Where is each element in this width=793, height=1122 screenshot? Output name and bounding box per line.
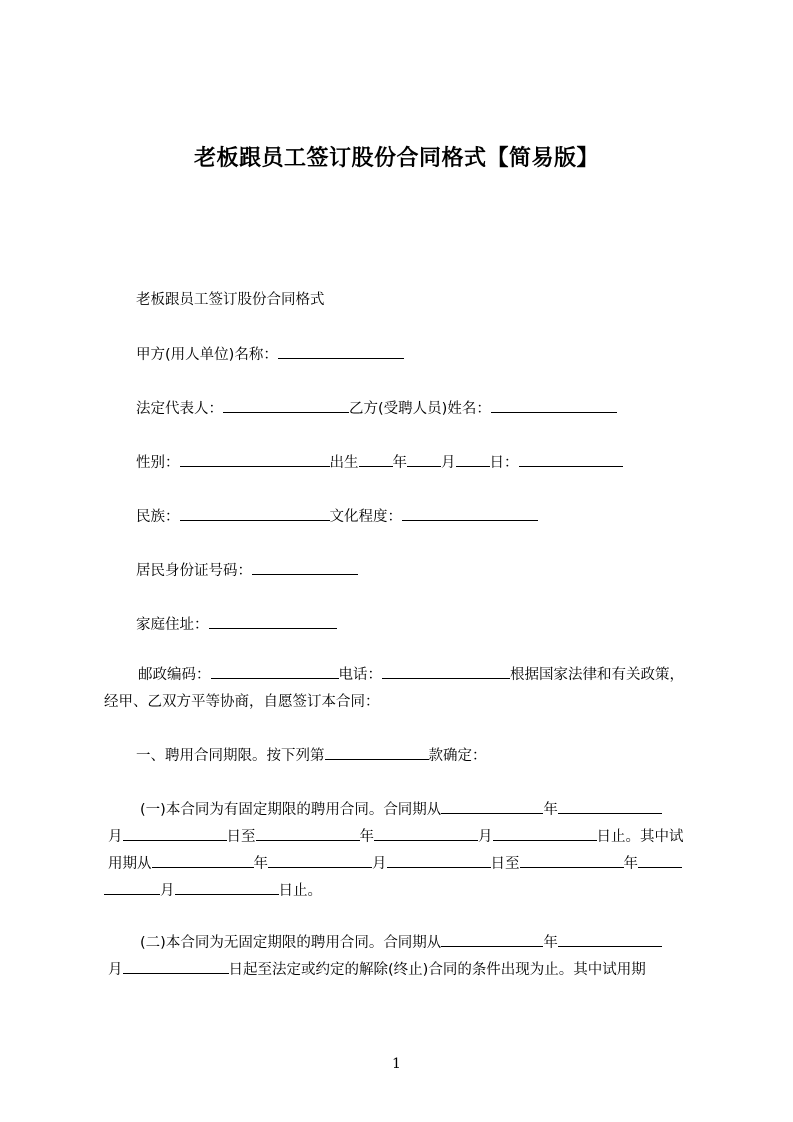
clause-1a-line-4 — [104, 880, 322, 901]
address-line — [136, 614, 337, 635]
gender-birth-line — [136, 452, 623, 473]
clause-1b-line-2 — [108, 959, 646, 980]
month-label: 月 — [478, 829, 493, 845]
legal-rep-label: 法定代表人： — [136, 401, 223, 417]
intro-tail: 根据国家法律和有关政策， — [510, 667, 684, 683]
clause-1-suffix: 款确定： — [428, 748, 487, 764]
party-b-label: 乙方(受聘人员)姓名： — [349, 401, 491, 417]
page-number: 1 — [392, 1056, 401, 1072]
postcode-line — [138, 664, 684, 685]
month-label: 月 — [108, 829, 123, 845]
c1a-start-day-blank[interactable] — [123, 826, 227, 841]
phone-blank[interactable] — [382, 664, 510, 679]
month-label: 月 — [108, 962, 123, 978]
legal-rep-blank[interactable] — [223, 398, 349, 413]
c1a-trial-start-year-blank[interactable] — [152, 853, 254, 868]
clause-1a-text: (一)本合同为有固定期限的聘用合同。合同期从 — [140, 802, 442, 818]
c1b-start-year-blank[interactable] — [441, 932, 543, 947]
c1a-trial-start-month-blank[interactable] — [268, 853, 372, 868]
contract-heading — [136, 290, 325, 310]
year-label: 年 — [543, 802, 558, 818]
ethnicity-label: 民族： — [136, 509, 180, 525]
id-label: 居民身份证号码： — [136, 563, 252, 579]
education-label: 文化程度： — [329, 509, 402, 525]
birth-year-blank[interactable] — [359, 452, 393, 467]
c1b-start-month-blank[interactable] — [558, 932, 662, 947]
party-b-blank[interactable] — [491, 398, 617, 413]
c1a-trial-end-year-blank[interactable] — [520, 853, 624, 868]
year-label: 年 — [392, 455, 407, 471]
ri-zhi-label: 日至 — [226, 829, 256, 845]
year-label: 年 — [359, 829, 374, 845]
c1a-trial-end-month-blank-b[interactable] — [104, 880, 160, 895]
intro-cont-text: 经甲、乙双方平等协商，自愿签订本合同： — [104, 694, 380, 710]
day-label: 日： — [489, 455, 519, 471]
birth-extra-blank[interactable] — [519, 452, 623, 467]
clause-1-blank[interactable] — [325, 745, 429, 760]
ri-zhi-period-label: 日止。 — [278, 883, 322, 899]
postcode-blank[interactable] — [211, 664, 339, 679]
birth-month-blank[interactable] — [407, 452, 441, 467]
yong-qi-cong-label: 用期从 — [108, 856, 152, 872]
c1a-end-day-blank[interactable] — [493, 826, 597, 841]
party-a-line — [136, 344, 404, 365]
ri-zhi-end-label: 日止。其中试 — [596, 829, 684, 845]
address-blank[interactable] — [209, 614, 337, 629]
address-label: 家庭住址： — [136, 617, 209, 633]
month-label: 月 — [160, 883, 175, 899]
clause-1a-line-2 — [108, 826, 684, 847]
year-label: 年 — [623, 856, 638, 872]
party-a-label: 甲方(用人单位)名称： — [136, 347, 278, 363]
c1a-end-year-blank[interactable] — [256, 826, 360, 841]
document-title: 老板跟员工签订股份合同格式【简易版】 — [193, 146, 599, 171]
id-blank[interactable] — [252, 560, 358, 575]
clause-1-prefix: 一、聘用合同期限。按下列第 — [136, 748, 325, 764]
clause-1b-mid: 日起至法定或约定的解除(终止)合同的条件出现为止。其中试用期 — [228, 962, 646, 978]
intro-continuation — [104, 692, 380, 712]
year-label: 年 — [543, 935, 558, 951]
clause-1-line — [136, 745, 487, 766]
id-line — [136, 560, 358, 581]
birth-day-blank[interactable] — [456, 452, 490, 467]
ri-zhi-label: 日至 — [490, 856, 520, 872]
year-label: 年 — [253, 856, 268, 872]
legal-rep-line — [136, 398, 617, 419]
ethnicity-line — [136, 506, 538, 527]
birth-label: 出生 — [329, 455, 359, 471]
clause-1a-line-1 — [140, 799, 662, 820]
gender-label: 性别： — [136, 455, 180, 471]
party-a-blank[interactable] — [278, 344, 404, 359]
month-label: 月 — [372, 856, 387, 872]
c1a-trial-start-day-blank[interactable] — [387, 853, 491, 868]
month-label: 月 — [441, 455, 456, 471]
clause-1a-line-3 — [108, 853, 682, 874]
gender-blank[interactable] — [180, 452, 330, 467]
c1a-trial-end-month-blank-a[interactable] — [638, 853, 682, 868]
heading-text: 老板跟员工签订股份合同格式 — [136, 292, 325, 308]
postcode-label: 邮政编码： — [138, 667, 211, 683]
ethnicity-blank[interactable] — [180, 506, 330, 521]
phone-label: 电话： — [338, 667, 382, 683]
clause-1b-line-1 — [140, 932, 662, 953]
c1a-trial-end-day-blank[interactable] — [175, 880, 279, 895]
c1b-start-day-blank[interactable] — [123, 959, 229, 974]
c1a-start-year-blank[interactable] — [441, 799, 543, 814]
clause-1b-text: (二)本合同为无固定期限的聘用合同。合同期从 — [140, 935, 442, 951]
c1a-end-month-blank[interactable] — [374, 826, 478, 841]
education-blank[interactable] — [402, 506, 538, 521]
c1a-start-month-blank[interactable] — [558, 799, 662, 814]
